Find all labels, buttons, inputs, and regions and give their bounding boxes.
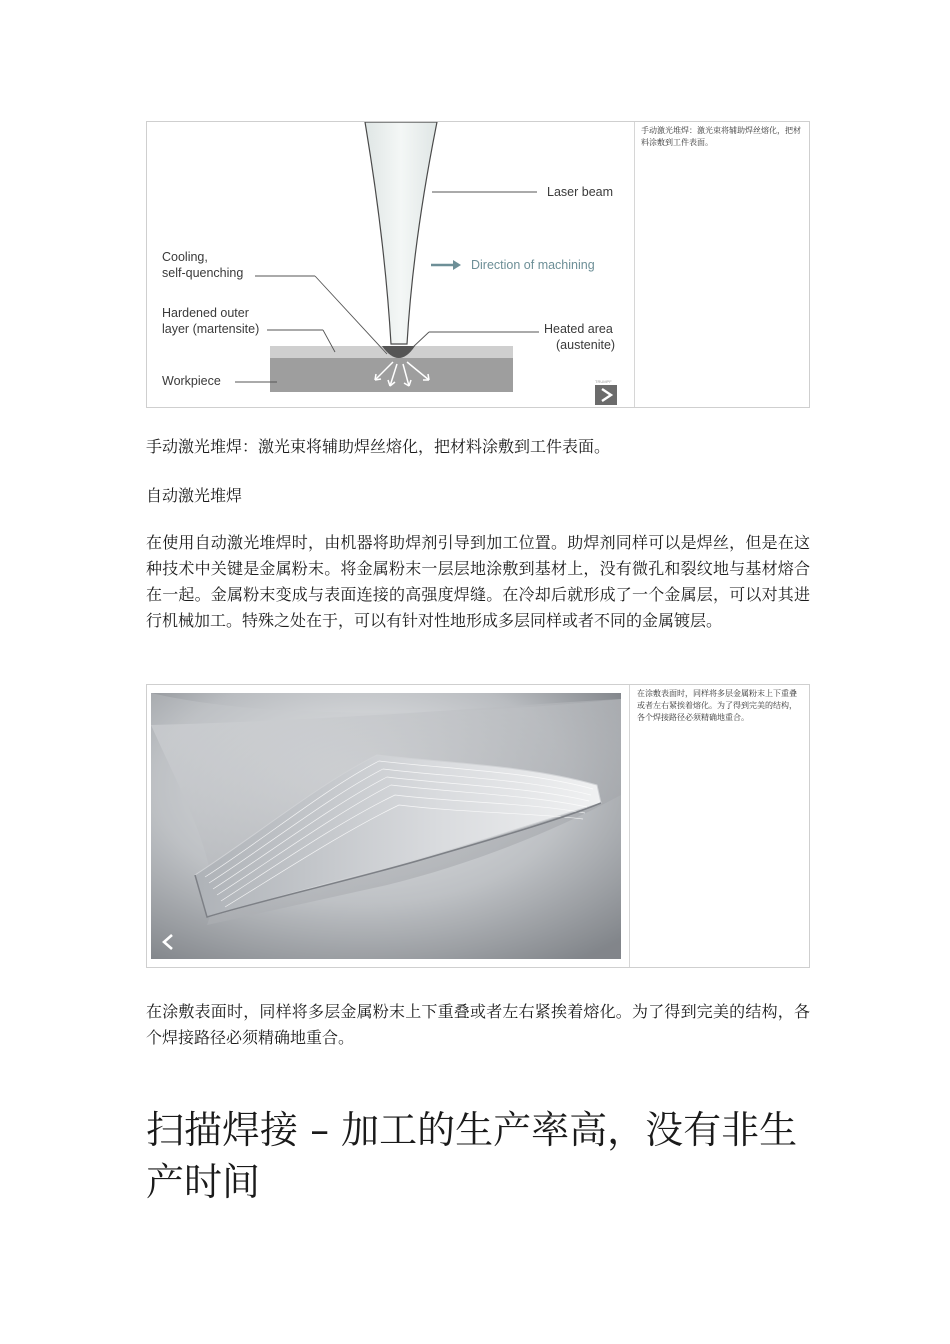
figure-divider	[634, 122, 635, 407]
label-cooling-line2: self-quenching	[162, 266, 244, 280]
label-heated-line2: (austenite)	[556, 338, 616, 352]
section-heading: 扫描焊接 – 加工的生产率高，没有非生产时间	[146, 1108, 798, 1204]
figure1-side-caption: 手动激光堆焊：激光束将辅助焊丝熔化，把材料涂敷到工件表面。	[641, 126, 801, 147]
label-direction-of-machining: Direction of machining	[471, 258, 595, 272]
label-heated-line1: Heated area	[544, 322, 613, 336]
body-paragraph: 在使用自动激光堆焊时，由机器将助焊剂引导到加工位置。助焊剂同样可以是焊丝，但是在这种技术中关键是金属粉末。将金属粉末一层层地涂敷到基材上，没有微孔和裂纹地与基材熔合在一起。金属粉末变成与表面连接的高强度焊缝。在冷却后就形成了一个金属层，可以对其进行机械加工。特殊之处在于，可以有针对性地形成多层同样或者不同的金属镀层。	[146, 533, 810, 630]
next-button[interactable]	[595, 385, 617, 405]
figure2-caption: 在涂敷表面时，同样将多层金属粉末上下重叠或者左右紧挨着熔化。为了得到完美的结构，各个焊接路径必须精确地重合。	[146, 1002, 810, 1047]
section-subheading: 自动激光堆焊	[146, 486, 243, 505]
label-hardened-line2: layer (martensite)	[162, 322, 260, 336]
figure1-caption: 手动激光堆焊：激光束将辅助焊丝熔化，把材料涂敷到工件表面。	[146, 437, 611, 456]
laser-diagram	[147, 122, 634, 407]
label-workpiece: Workpiece	[162, 374, 221, 388]
laser-diagram-figure	[146, 121, 810, 408]
laser-beam	[365, 122, 437, 344]
figure-divider	[629, 685, 630, 967]
cladding-photo	[147, 685, 634, 967]
label-laser-beam: Laser beam	[547, 185, 614, 199]
figure2-side-caption: 在涂敷表面时，同样将多层金属粉末上下重叠或者左右紧挨着熔化。为了得到完美的结构，各个焊接路径必须精确地重合。	[637, 689, 797, 722]
cladding-photo-figure	[146, 684, 810, 968]
label-hardened-line1: Hardened outer	[162, 306, 249, 320]
label-cooling-line1: Cooling,	[162, 250, 208, 264]
brand-logo: TRUMPF	[595, 379, 612, 384]
direction-arrow-icon	[431, 260, 461, 270]
